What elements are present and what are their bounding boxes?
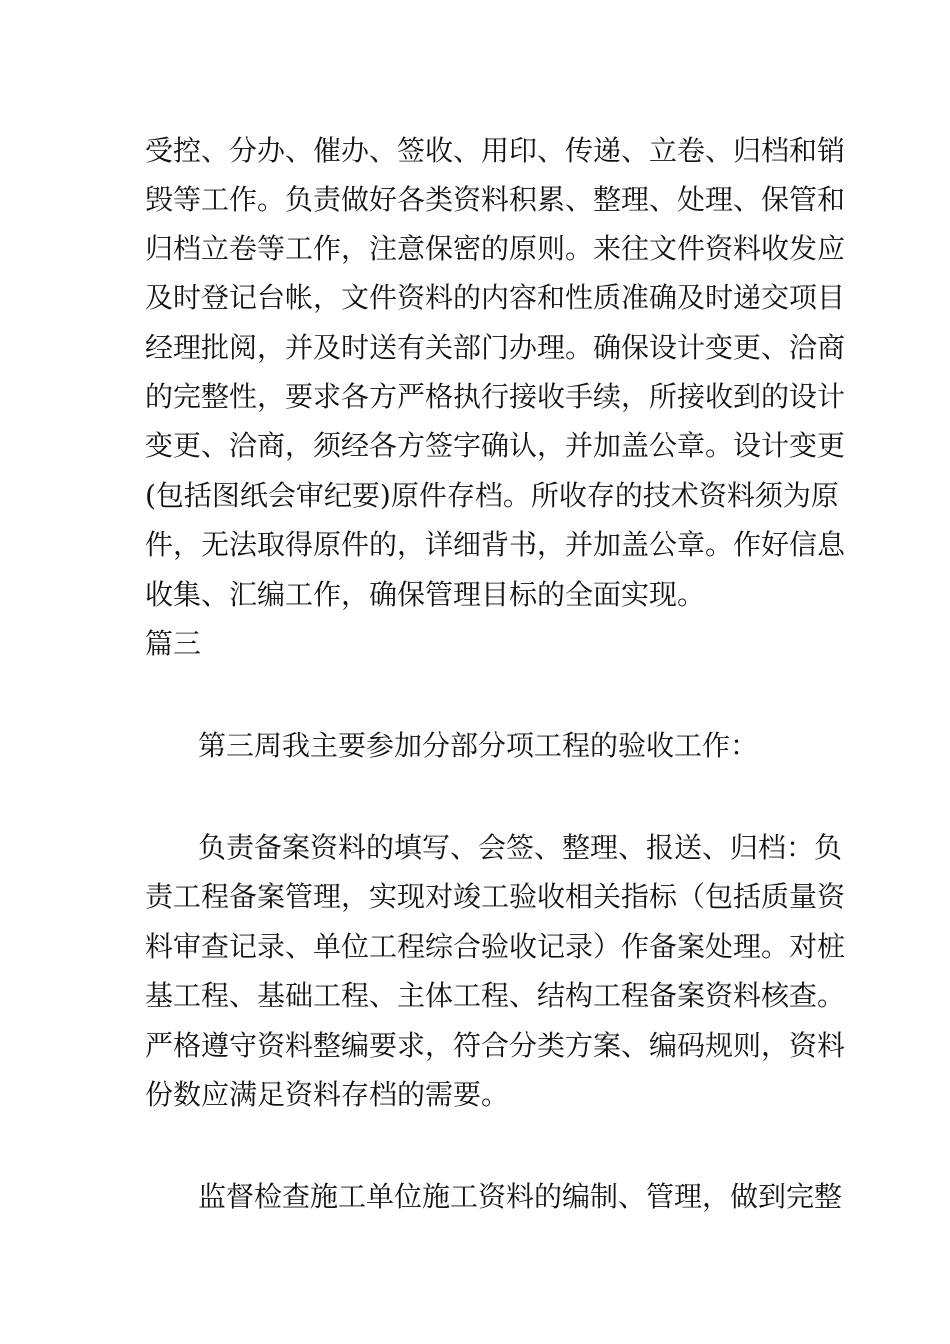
text-line: 第三周我主要参加分部分项工程的验收工作： <box>198 729 759 762</box>
text-line: 料审查记录、单位工程综合验收记录）作备案处理。对桩 <box>145 930 846 963</box>
text-line: 负责备案资料的填写、会签、整理、报送、归档：负 <box>198 831 843 864</box>
text-line: 及时登记台帐，文件资料的内容和性质准确及时递交项目 <box>145 281 846 314</box>
section-heading: 篇三 <box>145 627 202 660</box>
text-line: 监督检查施工单位施工资料的编制、管理，做到完整 <box>198 1180 843 1213</box>
text-line: 份数应满足资料存档的需要。 <box>145 1078 510 1111</box>
text-line: 责工程备案管理，实现对竣工验收相关指标（包括质量资 <box>145 880 846 913</box>
text-line: 严格遵守资料整编要求，符合分类方案、编码规则，资料 <box>145 1029 846 1062</box>
text-line: (包括图纸会审纪要)原件存档。所收存的技术资料须为原 <box>145 479 839 512</box>
text-line: 经理批阅，并及时送有关部门办理。确保设计变更、洽商 <box>145 331 846 364</box>
text-line: 毁等工作。负责做好各类资料积累、整理、处理、保管和 <box>145 183 846 216</box>
text-line: 基工程、基础工程、主体工程、结构工程备案资料核查。 <box>145 979 846 1012</box>
text-line: 件，无法取得原件的，详细背书，并加盖公章。作好信息 <box>145 528 846 561</box>
text-line: 变更、洽商，须经各方签字确认，并加盖公章。设计变更 <box>145 429 846 462</box>
text-line: 归档立卷等工作，注意保密的原则。来往文件资料收发应 <box>145 232 846 265</box>
text-line: 的完整性，要求各方严格执行接收手续，所接收到的设计 <box>145 380 846 413</box>
text-line: 受控、分办、催办、签收、用印、传递、立卷、归档和销 <box>145 134 846 167</box>
text-line: 收集、汇编工作，确保管理目标的全面实现。 <box>145 578 706 611</box>
